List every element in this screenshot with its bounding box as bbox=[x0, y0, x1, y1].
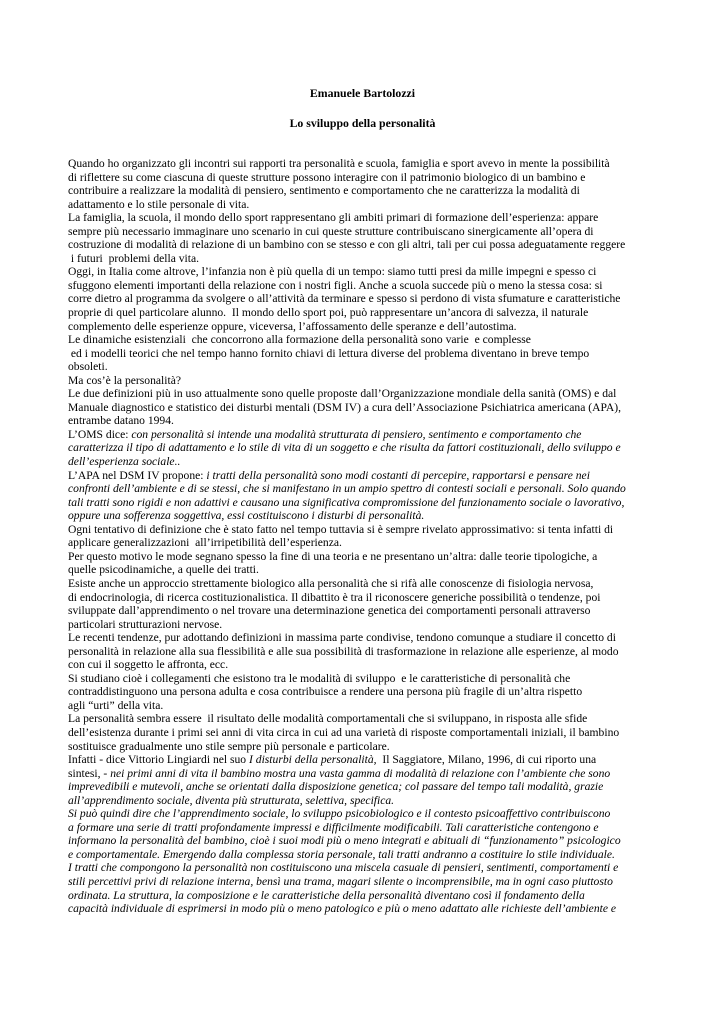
text-line bbox=[68, 279, 658, 293]
text-line bbox=[68, 238, 658, 252]
text-run: e comportamentale. Emergendo dalla complessa storia personale, tali tratti andranno a costituire lo stile individuale. bbox=[68, 847, 615, 861]
text-run: informano la personalità del bambino, cioè i suoi modi più o meno integrati e abituali di “funzionamento” psicologico bbox=[68, 834, 621, 848]
text-run: adattamento e lo stile personale di vita. bbox=[68, 197, 250, 211]
text-run: proprie di quel particolare alunno. Il mondo dello sport poi, può rappresentare un’ancora di salvezza, il naturale bbox=[68, 306, 589, 320]
text-run: complemento delle esperienze oppure, viceversa, l’affossamento delle speranze e dell’autostima. bbox=[68, 319, 517, 333]
text-run: costruzione di modalità di relazione di un bambino con se stesso e con gli altri, tali per cui possa adeguatamente reggere bbox=[68, 238, 626, 252]
text-run: Le dinamiche esistenziali che concorrono alla formazione della personalità sono varie e complesse bbox=[68, 333, 531, 347]
text-line bbox=[68, 401, 658, 415]
text-line bbox=[68, 889, 658, 903]
text-run: dell’esistenza durante i primi sei anni di vita circa in cui ad una varietà di risposte comportamentali iniziali, il bambino bbox=[68, 725, 620, 739]
text-run: Il Saggiatore, Milano, 1996, di cui riporto una bbox=[376, 753, 597, 767]
text-run: particolari strutturazioni nervose. bbox=[68, 617, 223, 631]
text-run: caratterizza il tipo di adattamento e lo stile di vita di un soggetto e che risulta da fattori costituzionali, dello sviluppo e bbox=[68, 441, 621, 455]
text-line bbox=[68, 374, 658, 388]
text-run: i futuri problemi della vita. bbox=[68, 251, 200, 265]
text-run: di riflettere su come ciascuna di queste strutture possono interagire con il patrimonio biologico di un bambino e bbox=[68, 170, 586, 184]
text-run: entrambe datano 1994. bbox=[68, 414, 174, 428]
text-line bbox=[68, 265, 658, 279]
text-line bbox=[68, 428, 658, 442]
text-run: di endocrinologia, di ricerca costituzionalistica. Il dibattito è tra il riconoscere generiche possibilità o tendenze, poi bbox=[68, 590, 601, 604]
text-line bbox=[68, 306, 658, 320]
text-line bbox=[68, 794, 658, 808]
text-line bbox=[68, 198, 658, 212]
text-run: Le due definizioni più in uso attualmente sono quelle proposte dall’Organizzazione mondiale della sanità (OMS) e dal bbox=[68, 387, 617, 401]
text-line bbox=[68, 875, 658, 889]
text-line bbox=[68, 740, 658, 754]
text-line bbox=[68, 645, 658, 659]
text-line bbox=[68, 685, 658, 699]
text-run: a formare una serie di tratti profondamente impressi e difficilmente modificabili. Tali caratteristiche contengono e bbox=[68, 820, 599, 834]
text-line bbox=[68, 252, 658, 266]
text-line bbox=[68, 672, 658, 686]
italic-run: I disturbi della personalità, bbox=[249, 753, 377, 767]
text-run: dell’esperienza sociale.. bbox=[68, 455, 181, 469]
text-run: personalità in relazione alla sua flessibilità e alle sua possibilità di trasformazione in relazione alle esperienze, al modo bbox=[68, 644, 619, 658]
text-line bbox=[68, 292, 658, 306]
text-line bbox=[68, 360, 658, 374]
text-line bbox=[68, 631, 658, 645]
text-run: obsoleti. bbox=[68, 360, 108, 374]
text-run: sostituisce gradualmente uno stile sempre più personale e particolare. bbox=[68, 739, 390, 753]
text-line bbox=[68, 320, 658, 334]
text-run: contraddistinguono una persona adulta e cosa contribuisce a rendere una persona più fragile di un’altra rispetto bbox=[68, 685, 583, 699]
text-run: Manuale diagnostico e statistico dei disturbi mentali (DSM IV) a cura dell’Associazione Psichiatrica americana (APA), bbox=[68, 400, 622, 414]
text-line bbox=[68, 211, 658, 225]
text-line bbox=[68, 333, 658, 347]
text-run: oppure una sofferenza soggettiva, essi costituiscono i disturbi di personalità. bbox=[68, 509, 425, 523]
text-run: sfuggono elementi importanti della relazione con i nostri figli. Anche a scuola succede più o meno la stessa cosa: si bbox=[68, 278, 603, 292]
text-run: quelle psicodinamiche, a quelle dei tratti. bbox=[68, 563, 259, 577]
text-line bbox=[68, 821, 658, 835]
text-line bbox=[68, 157, 658, 171]
document-body bbox=[68, 157, 658, 916]
text-line bbox=[68, 509, 658, 523]
text-run: sempre più necessario immaginare uno scenario in cui queste strutture contribuiscano sinergicamente all’opera di bbox=[68, 224, 594, 238]
text-line bbox=[68, 834, 658, 848]
text-run: L’APA nel DSM IV propone: bbox=[68, 468, 207, 482]
text-run: Quando ho organizzato gli incontri sui rapporti tra personalità e scuola, famiglia e sport avevo in mente la possibilità bbox=[68, 157, 610, 170]
text-line bbox=[68, 577, 658, 591]
text-run: Infatti - dice Vittorio Lingiardi nel suo bbox=[68, 753, 250, 767]
italic-run: i tratti della personalità sono modi costanti di percepire, rapportarsi e pensare nei bbox=[206, 468, 590, 482]
text-line bbox=[68, 726, 658, 740]
text-run: contribuire a realizzare la modalità di pensiero, sentimento e comportamento che ne caratterizza la modalità di bbox=[68, 184, 580, 198]
text-line bbox=[68, 414, 658, 428]
text-run: Ogni tentativo di definizione che è stato fatto nel tempo tuttavia si è sempre rivelato approssimativo: si tenta infatti di bbox=[68, 522, 614, 536]
text-line bbox=[68, 604, 658, 618]
text-run: ed i modelli teorici che nel tempo hanno fornito chiavi di lettura diverse del problema diventano in breve tempo bbox=[68, 346, 590, 360]
text-run: applicare generalizzazioni all’irripetibilità dell’esperienza. bbox=[68, 536, 342, 550]
text-line bbox=[68, 482, 658, 496]
text-run: Oggi, in Italia come altrove, l’infanzia non è più quella di un tempo: siamo tutti presi da mille impegni e spesso ci bbox=[68, 265, 597, 279]
text-line bbox=[68, 347, 658, 361]
text-line bbox=[68, 712, 658, 726]
text-line bbox=[68, 469, 658, 483]
italic-run: con personalità si intende una modalità strutturata di pensiero, sentimento e comportamento che bbox=[131, 427, 582, 441]
text-run: corre dietro al programma da svolgere o all’attività da terminare e spesso si perdono di vista sfumature e caratteristiche bbox=[68, 292, 621, 306]
text-line bbox=[68, 171, 658, 185]
text-run: Le recenti tendenze, pur adottando definizioni in massima parte condivise, tendono comunque a studiare il concetto di bbox=[68, 631, 616, 645]
text-run: La famiglia, la scuola, il mondo dello sport rappresentano gli ambiti primari di formazione dell’esperienza: appare bbox=[68, 211, 599, 225]
text-line bbox=[68, 441, 658, 455]
text-line bbox=[68, 902, 658, 916]
italic-run: nei primi anni di vita il bambino mostra una vasta gamma di modalità di relazione con l’ambiente che sono bbox=[110, 766, 611, 780]
text-run: Per questo motivo le mode segnano spesso la fine di una teoria e ne presentano un’altra: dalle teorie tipologiche, a bbox=[68, 549, 598, 563]
text-line bbox=[68, 225, 658, 239]
text-run: tali tratti sono rigidi e non adattivi e causano una significativa compromissione del funzionamento sociale o lavorativo, bbox=[68, 495, 625, 509]
text-run: Esiste anche un approccio strettamente biologico alla personalità che si rifà alle conoscenze di fisiologia nervosa, bbox=[68, 576, 594, 590]
text-run: La personalità sembra essere il risultato delle modalità comportamentali che si sviluppano, in risposta alle sfide bbox=[68, 712, 588, 726]
text-run: confronti dell’ambiente e di se stessi, che si manifestano in un ampio spettro di contesti sociali e personali. Solo quando bbox=[68, 482, 626, 496]
text-line bbox=[68, 861, 658, 875]
text-run: Ma cos’è la personalità? bbox=[68, 373, 181, 387]
text-run: imprevedibili e mutevoli, anche se orientati dalla disposizione genetica; col passare del tempo tali modalità, grazie bbox=[68, 780, 604, 794]
author-name: Emanuele Bartolozzi bbox=[309, 86, 416, 100]
text-line bbox=[68, 699, 658, 713]
text-line bbox=[68, 658, 658, 672]
text-run: con cui il soggetto le affronta, ecc. bbox=[68, 658, 229, 672]
text-line bbox=[68, 618, 658, 632]
text-run: sintesi, - bbox=[68, 766, 111, 780]
text-line bbox=[68, 767, 658, 781]
text-line bbox=[68, 455, 658, 469]
text-run: Si studiano cioè i collegamenti che esistono tra le modalità di sviluppo e le caratteristiche di personalità che bbox=[68, 671, 571, 685]
text-run: ordinata. La struttura, la composizione e le caratteristiche della personalità diventano così il fondamento della bbox=[68, 888, 585, 902]
text-line bbox=[68, 848, 658, 862]
text-run: sviluppate dall’apprendimento o nel trovare una determinazione genetica dei comportamenti personali attraverso bbox=[68, 604, 591, 618]
text-line bbox=[68, 591, 658, 605]
text-run: agli “urti” della vita. bbox=[68, 698, 164, 712]
text-line bbox=[68, 387, 658, 401]
text-line bbox=[68, 807, 658, 821]
text-line bbox=[68, 536, 658, 550]
text-run: all’apprendimento sociale, diventa più strutturata, selettiva, specifica. bbox=[68, 793, 395, 807]
document-title: Lo sviluppo della personalità bbox=[289, 116, 436, 130]
text-run: Si può quindi dire che l’apprendimento sociale, lo sviluppo psicobiologico e il contesto psicoaffettivo contribuiscono bbox=[68, 807, 611, 821]
text-line bbox=[68, 184, 658, 198]
text-line bbox=[68, 563, 658, 577]
text-line bbox=[68, 496, 658, 510]
text-run: stili percettivi privi di relazione interna, bensì una trama, magari silente o incomprensibile, ma in ogni caso piuttosto bbox=[68, 874, 613, 888]
text-line bbox=[68, 523, 658, 537]
text-line bbox=[68, 550, 658, 564]
text-run: L’OMS dice: bbox=[68, 427, 132, 441]
text-run: capacità individuale di esprimersi in modo più o meno patologico e più o meno adattato alle richieste dell’ambiente e bbox=[68, 902, 617, 916]
text-line bbox=[68, 780, 658, 794]
text-line bbox=[68, 753, 658, 767]
text-run: I tratti che compongono la personalità non costituiscono una miscela casuale di pensieri, sentimenti, comportamenti e bbox=[68, 861, 619, 875]
